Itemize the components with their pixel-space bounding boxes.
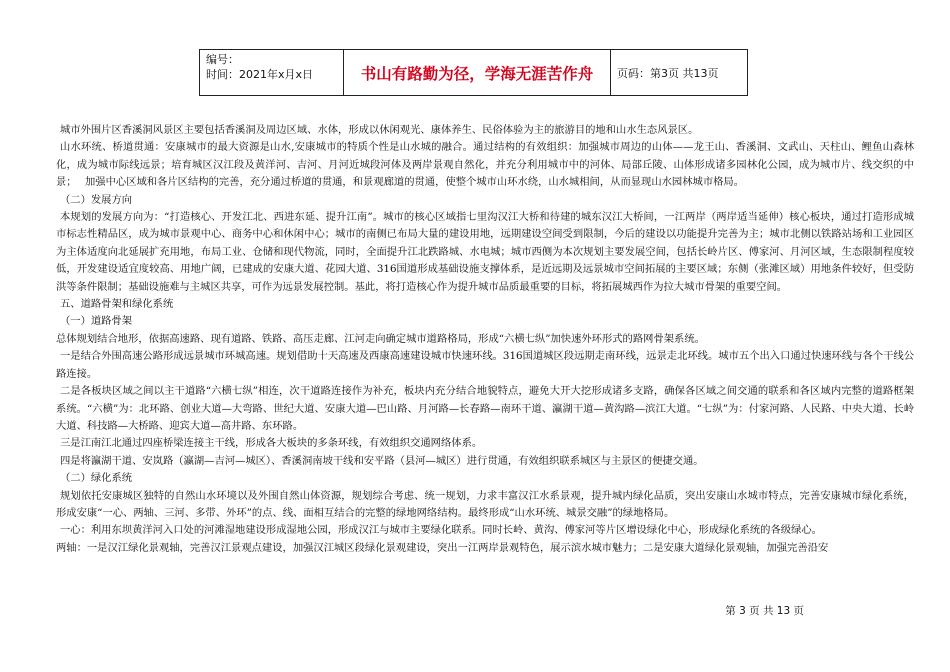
section-heading: （二）发展方向 — [60, 193, 133, 206]
page-header — [199, 49, 748, 96]
header-motto: 书山有路勤为径，学海无涯苦作舟 — [344, 50, 611, 95]
section-heading: （二）绿化系统 — [60, 472, 133, 485]
paragraph: 两轴：一是汉江绿化景观轴，完善汉江景观点建设，加强汉江城区段绿化景观建设，突出一江两岸景观特色，展示滨水城市魅力；二是安康大道绿化景观轴，加强完善沿安 — [56, 541, 829, 554]
page-footer: 第 3 页 共 13 页 — [725, 605, 804, 617]
paragraph: 四是将瀛湖干道、安岚路（瀛湖—吉河—城区）、香溪洞南坡干线和安平路（县河—城区）进行贯通，有效组织联系城区与主景区的便捷交通。 — [60, 454, 704, 467]
section-heading: （一）道路骨架 — [60, 315, 133, 328]
paragraph: 一心：利用东坝黄洋河入口处的河滩湿地建设形成湿地公园，形成汉江与城市主要绿化联系。同时长岭、黄沟、傅家河等片区增设绿化中心，形成绿化系统的各级绿心。 — [60, 524, 822, 537]
paragraph: 山水环统、桥道贯通：安康城市的最大资源是山水,安康城市的特质个性是山水城的融合。通过结构的有效组织：加强城市周边的山体——龙王山、香溪洞、文武山、天柱山、鲤鱼山森林化，成为城市际线远景；培育城区汉江段及黄洋河、吉河、月河近城段河体及两岸景观自然化，并充分利用城市中的河体、局部丘陵、山体形成诸多园林化公园，成为城市片、线交织的中景； 加强中心区域和各片区结构的完善，充分通过桥道的贯通，和景观廊道的贯通，使整个城市山环水绕，山水城相间，从而显现山水园林城市格局。 — [56, 141, 914, 189]
paragraph: 一是结合外围高速公路形成远景城市环城高速。规划借助十天高速及西康高速建设城市快速环线。316国道城区段远期走南环线，远景走北环线。城市五个出入口通过快速环线与各个干线公路连接。 — [56, 350, 914, 380]
header-page-label: 页码：第3页 共13页 — [617, 66, 719, 80]
section-heading: 五、道路骨架和绿化系统 — [60, 298, 174, 311]
paragraph: 二是各板块区域之间以主干道路“六横七纵”相连，次干道路连接作为补充，板块内充分结合地貌特点，避免大开大挖形成诸多支路，确保各区域之间交通的联系和各区域内完整的道路框架系统。“六横”为：北环路、创业大道—大弯路、世纪大道、安康大道—巴山路、月河路—长春路—南环干道、瀛湖干道—黄沟路—滨江大道。“七纵”为：付家河路、人民路、中央大道、长岭大道、科技路—大桥路、迎宾大道—高井路、东环路。 — [56, 385, 914, 432]
number-label: 编号： — [206, 53, 239, 66]
time-label: 时间：2021年x月x日 — [206, 68, 314, 81]
header-meta — [200, 50, 344, 95]
paragraph: 三是江南江北通过四座桥梁连接主干线，形成各大板块的多条环线，有效组织交通网络体系。 — [60, 437, 483, 450]
paragraph: 规划依托安康城区独特的自然山水环境以及外围自然山体资源，规划综合考虑、统一规划，力求丰富汉江水系景观，提升城内绿化品质，突出安康山水城市特点，完善安康城市绿化系统，形成安康“一心、两轴、三河、多带、外环”的点、线、面相互结合的完整的绿地网络结构。最终形成“山水环统、城景交融”的绿地格局。 — [56, 489, 914, 519]
paragraph: 本规划的发展方向为：“打造核心、开发江北、西进东延、提升江南”。城市的核心区域指七里沟汉江大桥和待建的城东汉江大桥间，一江两岸（两岸适当延伸）核心板块，通过打造形成城市标志性精品区，成为城市景观中心、商务中心和休闲中心；城市的南侧已布局大量的建设用地，远期建设空间受到限制，今后的建设以功能提升完善为主；城市北侧以铁路站场和工业园区为主体适度向北延展扩充用地，布局工业、仓储和现代物流，同时，全面提升江北跌路城、水电城；城市西侧为本次规划主要发展空间，包括长岭片区、傅家河、月河区域，生态限制程度较低，开发建设适宜度较高、用地广阔，已建成的安康大道、花园大道、316国道形成基础设施支撑体系，是近远期及远景城市空间拓展的主要区域；东侧（张滩区域）用地条件较好，但受防洪等条件限制；基础设施难与主城区共享，可作为远景发展控制。基此，将打造核心作为提升城市品质最重要的目标，将拓展城西作为拉大城市骨架的重要空间。 — [56, 211, 914, 293]
document-body — [56, 122, 914, 557]
paragraph: 总体规划结合地形，依据高速路、现有道路、铁路、高压走廊、江河走向确定城市道路格局，形成“六横七纵”加快速外环形式的路网骨架系统。 — [56, 332, 705, 345]
paragraph: 城市外围片区香溪洞风景区主要包括香溪洞及周边区域、水体，形成以休闲观光、康体养生、民俗体验为主的旅游目的地和山水生态风景区。 — [60, 124, 699, 136]
